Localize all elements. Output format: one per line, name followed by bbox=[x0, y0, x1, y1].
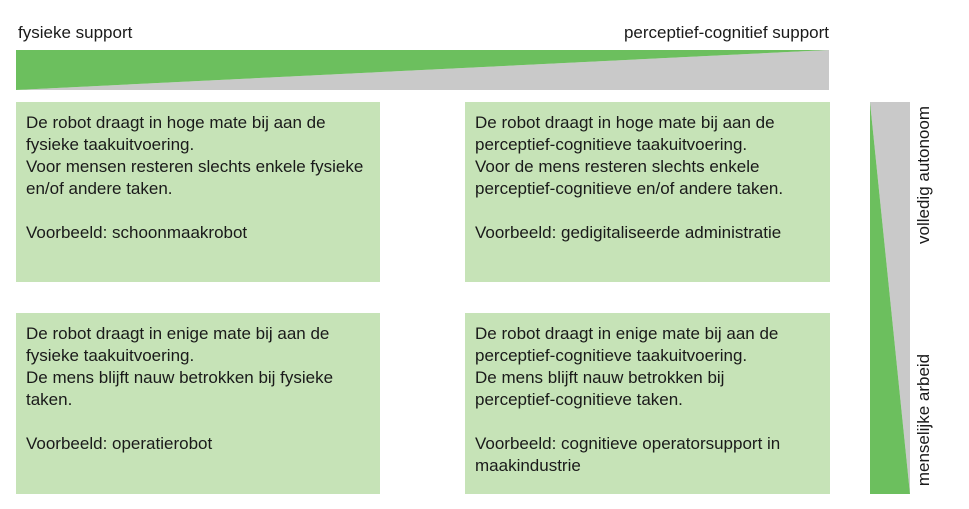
axis-label-human-labour: menselijke arbeid bbox=[914, 353, 933, 487]
quadrant-example-continued: maakindustrie bbox=[475, 456, 581, 475]
quadrant-text-line: en/of andere taken. bbox=[26, 179, 173, 198]
quadrant-example: Voorbeeld: schoonmaakrobot bbox=[26, 223, 248, 242]
quadrant-high-cognitive bbox=[465, 102, 830, 282]
quadrant-example: Voorbeeld: gedigitaliseerde administratie bbox=[475, 223, 782, 242]
quadrant-text-line: De robot draagt in enige mate bij aan de bbox=[26, 324, 330, 343]
quadrant-text-line: Voor mensen resteren slechts enkele fysieke bbox=[26, 157, 364, 176]
quadrant-some-physical bbox=[16, 313, 380, 494]
axis-label-physical-support: fysieke support bbox=[18, 23, 133, 42]
quadrant-text-line: De robot draagt in hoge mate bij aan de bbox=[26, 113, 326, 132]
horizontal-gradient-wedge bbox=[16, 50, 829, 90]
quadrant-text-line: De mens blijft nauw betrokken bij bbox=[475, 368, 725, 387]
quadrant-high-physical bbox=[16, 102, 380, 282]
quadrant-text-line: taken. bbox=[26, 390, 73, 409]
quadrant-text-line: perceptief-cognitieve taken. bbox=[475, 390, 683, 409]
quadrant-text-line: perceptief-cognitieve en/of andere taken. bbox=[475, 179, 784, 198]
quadrant-text-line: De robot draagt in enige mate bij aan de bbox=[475, 324, 779, 343]
quadrant-text-line: fysieke taakuitvoering. bbox=[26, 135, 195, 154]
quadrant-text-line: De robot draagt in hoge mate bij aan de bbox=[475, 113, 775, 132]
quadrant-text-line: perceptief-cognitieve taakuitvoering. bbox=[475, 135, 748, 154]
quadrant-text-line: perceptief-cognitieve taakuitvoering. bbox=[475, 346, 748, 365]
quadrant-text-line: fysieke taakuitvoering. bbox=[26, 346, 195, 365]
quadrant-example: Voorbeeld: cognitieve operatorsupport in bbox=[475, 434, 781, 453]
axis-label-cognitive-support: perceptief-cognitief support bbox=[623, 23, 829, 42]
quadrant-text-line: De mens blijft nauw betrokken bij fysieke bbox=[26, 368, 334, 387]
quadrant-example: Voorbeeld: operatierobot bbox=[26, 434, 213, 453]
quadrant-some-cognitive bbox=[465, 313, 830, 494]
vertical-gradient-wedge bbox=[870, 102, 910, 494]
axis-label-fully-autonomous: volledig autonoom bbox=[914, 106, 933, 244]
quadrant-text-line: Voor de mens resteren slechts enkele bbox=[475, 157, 760, 176]
